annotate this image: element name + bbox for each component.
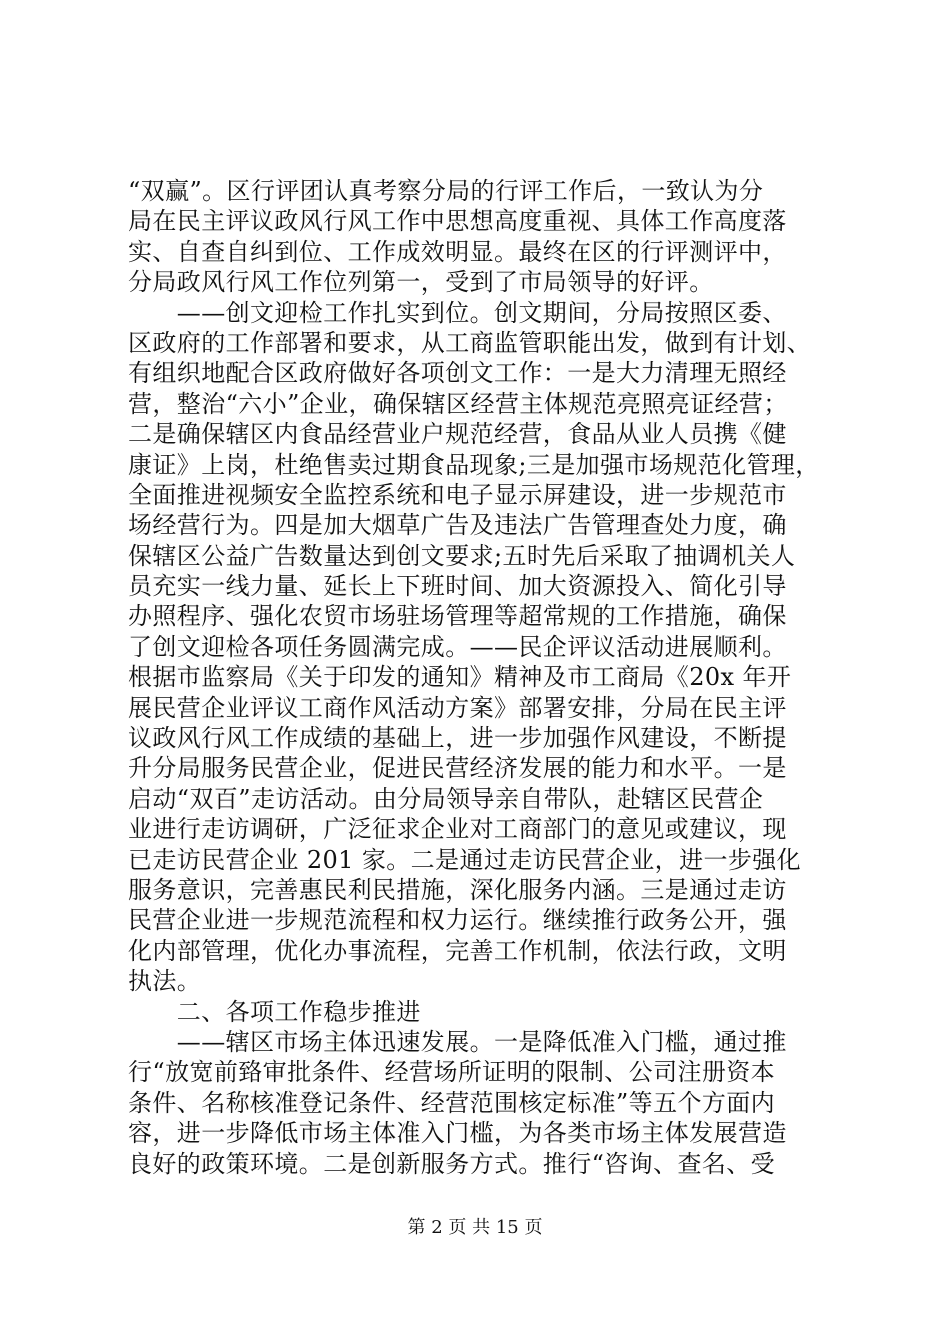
text-line: 全面推进视频安全监控系统和电子显示屏建设，进一步规范市 [128, 480, 787, 509]
text-line: 化内部管理，优化办事流程，完善工作机制，依法行政，文明 [128, 936, 787, 965]
text-line: 启动“双百”走访活动。由分局领导亲自带队，赴辖区民营企 [128, 784, 764, 813]
text-line: 民营企业进一步规范流程和权力运行。继续推行政务公开，强 [128, 906, 787, 935]
text-line: ——辖区市场主体迅速发展。一是降低准入门槛，通过推 [128, 1027, 787, 1056]
text-line: 实、自查自纠到位、工作成效明显。最终在区的行评测评中， [128, 237, 787, 266]
text-line: 员充实一线力量、延长上下班时间、加大资源投入、简化引导 [128, 572, 787, 601]
text-line: 了创文迎检各项任务圆满完成。——民企评议活动进展顺利。 [128, 632, 787, 661]
text-line: 展民营企业评议工商作风活动方案》部署安排，分局在民主评 [128, 693, 787, 722]
text-line: 议政风行风工作成绩的基础上，进一步加强作风建设，不断提 [128, 724, 787, 753]
text-line: 营，整治“六小”企业，确保辖区经营主体规范亮照亮证经营； [128, 389, 788, 418]
text-line: 良好的政策环境。二是创新服务方式。推行“咨询、查名、受 [128, 1149, 776, 1178]
text-line: 场经营行为。四是加大烟草广告及违法广告管理查处力度，确 [128, 511, 787, 540]
text-line: 执法。 [128, 967, 202, 996]
text-line: 容，进一步降低市场主体准入门槛，为各类市场主体发展营造 [128, 1119, 787, 1148]
text-line: 有组织地配合区政府做好各项创文工作：一是大力清理无照经 [128, 359, 787, 388]
text-line: 办照程序、强化农贸市场驻场管理等超常规的工作措施，确保 [128, 602, 787, 631]
text-line: 条件、名称核准登记条件、经营范围核定标准”等五个方面内 [128, 1088, 776, 1117]
text-line: “双赢”。区行评团认真考察分局的行评工作后，一致认为分 [128, 177, 764, 205]
text-line: 业进行走访调研，广泛征求企业对工商部门的意见或建议，现 [128, 815, 787, 844]
text-line: 区政府的工作部署和要求，从工商监管职能出发，做到有计划、 [128, 328, 812, 357]
text-line: 服务意识，完善惠民利民措施，深化服务内涵。三是通过走访 [128, 875, 787, 904]
text-line: 局在民主评议政风行风工作中思想高度重视、具体工作高度落 [128, 207, 787, 236]
body-text [128, 176, 840, 1179]
section-heading: 二、各项工作稳步推进 [128, 997, 421, 1026]
text-line: ——创文迎检工作扎实到位。创文期间，分局按照区委、 [128, 298, 787, 327]
text-line: 分局政风行风工作位列第一，受到了市局领导的好评。 [128, 268, 714, 297]
text-line: 根据市监察局《关于印发的通知》精神及市工商局《20x 年开 [128, 663, 792, 692]
text-line: 康证》上岗，杜绝售卖过期食品现象;三是加强市场规范化管理， [128, 450, 820, 479]
text-line: 保辖区公益广告数量达到创文要求;五时先后采取了抽调机关人 [128, 541, 796, 570]
page-number-footer: 第 2 页 共 15 页 [407, 1217, 543, 1238]
text-line: 二是确保辖区内食品经营业户规范经营，食品从业人员携《健 [128, 420, 787, 449]
text-line: 行“放宽前臵审批条件、经营场所证明的限制、公司注册资本 [128, 1058, 776, 1087]
text-line: 已走访民营企业 201 家。二是通过走访民营企业，进一步强化 [128, 845, 802, 874]
text-line: 升分局服务民营企业，促进民营经济发展的能力和水平。一是 [128, 754, 787, 783]
